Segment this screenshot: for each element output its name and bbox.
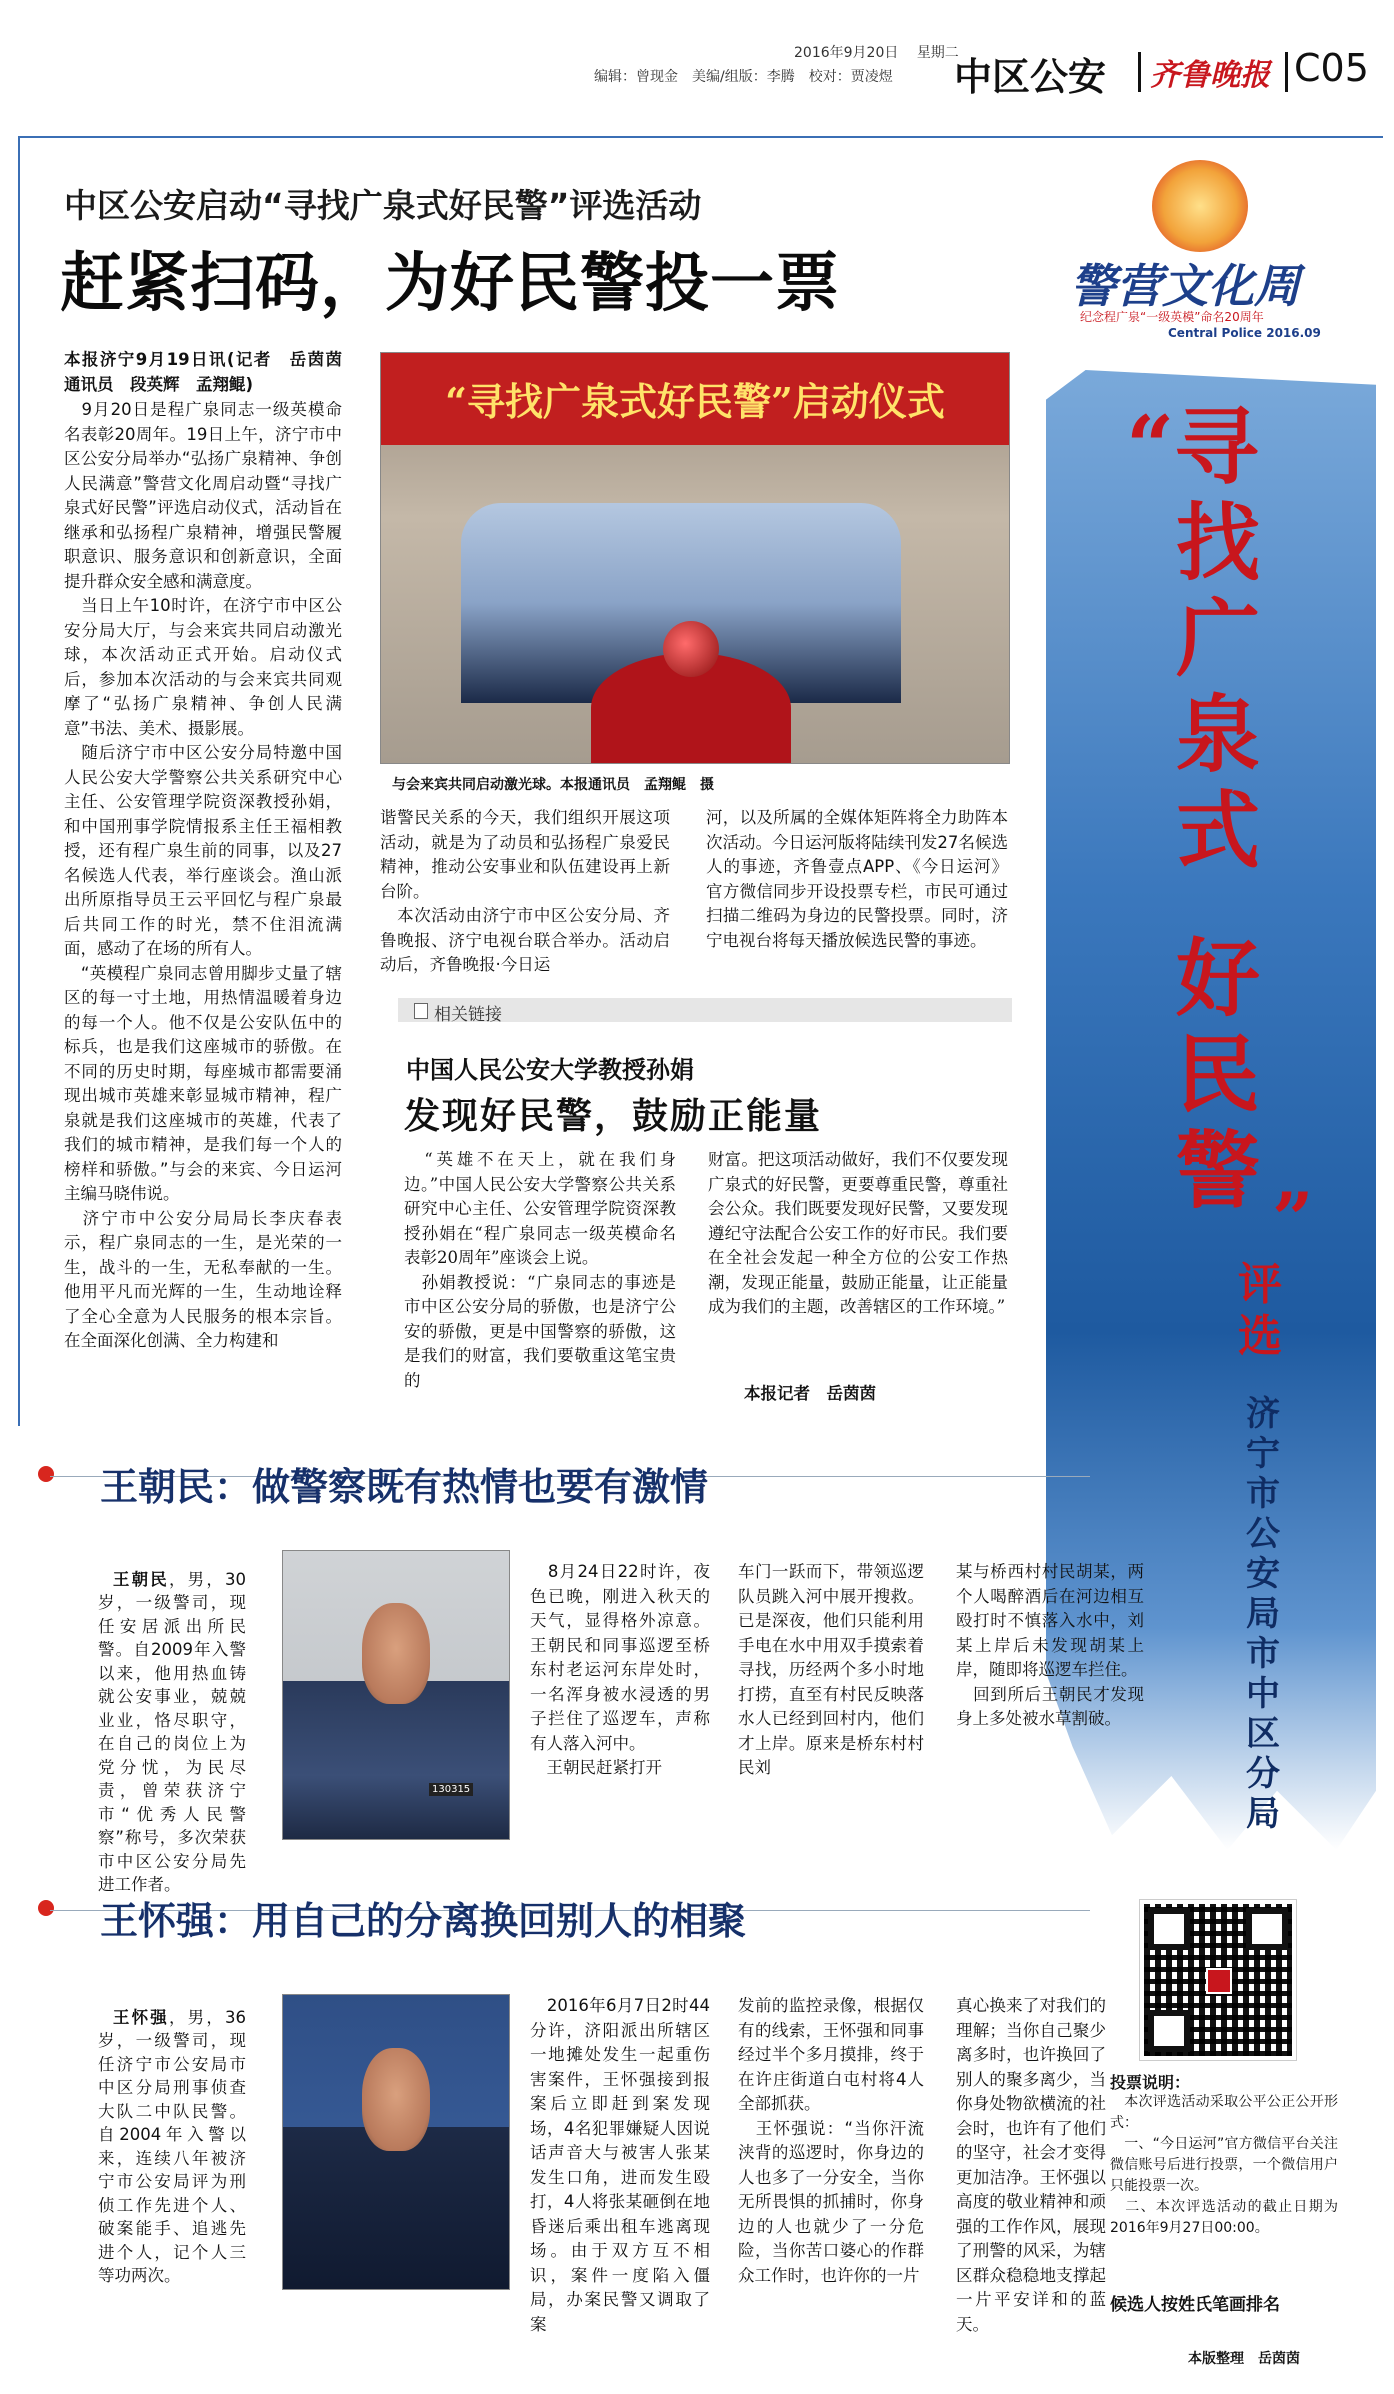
- profile-1-column-2: 车门一跃而下，带领巡逻队员跳入河中展开搜救。已是深夜，他们只能利用手电在水中用双手摸索着寻找，历经两个多小时地打捞，直至有村民反映落水人已经到回村内，他们才上岸。原来是桥东村村民刘: [738, 1562, 924, 1777]
- divider-bar-2: [1285, 52, 1288, 92]
- lead-kicker: 中区公安启动“寻找广泉式好民警”评选活动: [64, 186, 702, 225]
- lead-photo: [380, 352, 1010, 764]
- page-number: C05: [1294, 46, 1369, 90]
- rank-note: 候选人按姓氏笔画排名: [1110, 2295, 1280, 2315]
- campaign-title-char-1: 找: [1176, 493, 1261, 592]
- vote-char-0: 评: [1238, 1259, 1282, 1310]
- lead-column-1: 9月20日是程广泉同志一级英模命名表彰20周年。19日上午，济宁市中区公安分局举办“弘扬广泉精神、争创人民满意”警营文化周启动暨“寻找广泉式好民警”评选启动仪式，活动旨在继承和弘扬程广泉精神，增强民警履职意识、服务意识和创新意识，全面提升群众安全感和满意度。 当日上午10时许，在济宁市中区公安分局大厅，与会来宾共同启动激光球，本次活动正式开始。启动仪式后，参加本次活动的与会来宾共同观摩了“弘扬广泉精神、争创人民满意”书法、美术、摄影展。 随后济宁市中区公安分局特邀中国人民公安大学警察公共关系研究中心主任、公安管理学院资深教授孙娟，和中国刑事学院情报系主任王福相教授，还有程广泉生前的同事，以及27名候选人代表，举行座谈会。渔山派出所原指导员王云平回忆与程广泉最后共同工作的时光，禁不住泪流满面，感动了在场的所有人。 “英模程广泉同志曾用脚步丈量了辖区的每一寸土地，用热情温暖着身边的每一个人。他不仅是公安队伍中的标兵，也是我们这座城市的骄傲。在不同的历史时期，每座城市都需要涌现出城市英雄来彰显城市精神，程广泉就是我们这座城市的英雄，代表了我们的城市精神，是我们每一个人的榜样和骄傲。”与会的来宾、今日运河主编马晓伟说。 济宁市中公安分局局长李庆春表示，程广泉同志的一生，是光荣的一生，战斗的一生，无私奉献的一生。他用平凡而光辉的一生，生动地诠释了全心全意为人民服务的根本宗旨。在全面深化创满、全力构建和: [64, 400, 342, 1350]
- related-column-2: 财富。把这项活动做好，我们不仅要发现广泉式的好民警，更要尊重民警，尊重社会公众。我们既要发现好民警，又要发现遵纪守法配合公安工作的好市民。我们要在全社会发起一种全方位的公安工作热潮，发现正能量，鼓励正能量，让正能量成为我们的主题，改善辖区的工作环境。”: [708, 1150, 1008, 1316]
- campaign-title-char-0: “寻: [1126, 397, 1259, 496]
- org-char-10: 局: [1246, 1794, 1280, 1834]
- org-char-5: 局: [1246, 1594, 1280, 1634]
- section-dot: [38, 1466, 54, 1482]
- date-text: 2016年9月20日: [794, 45, 899, 61]
- header-rule: [18, 136, 1383, 138]
- weekday-text: 星期二: [916, 45, 959, 61]
- divider-bar: [1138, 52, 1141, 92]
- related-headline: 发现好民警，鼓励正能量: [404, 1096, 823, 1137]
- campaign-title-char-6: 民: [1176, 1025, 1261, 1124]
- profile-2-name: 王怀强: [112, 2007, 169, 2027]
- campaign-title-char-8: ”: [1272, 1176, 1314, 1261]
- profile-1-column-1: 8月24日22时许，夜色已晚，刚进入秋天的天气，显得格外凉意。王朝民和同事巡逻至桥东村老运河东岸处时，一名浑身被水浸透的男子拦住了巡逻车，声称有人落入河中。 王朝民赶紧打开: [530, 1562, 710, 1777]
- section-dot: [38, 1900, 54, 1916]
- related-label: 相关链接: [434, 1005, 502, 1025]
- staff-credits: 编辑：曾现金 美编/组版：李腾 校对：贾凌煜: [594, 69, 893, 85]
- org-char-1: 宁: [1246, 1434, 1280, 1474]
- profile-2-bio-text: ，男，36岁，一级警司，现任济宁市公安局市中区分局刑事侦查大队二中队民警。自2004年入警以来，连续八年被济宁市公安局评为刑侦工作先进个人、破案能手、追逃先进个人，记个人三等功两次。: [98, 2007, 246, 2285]
- uniform: [283, 2127, 509, 2289]
- lead-column-3: 河，以及所属的全媒体矩阵将全力助阵本次活动。今日运河版将陆续刊发27名候选人的事迹，齐鲁壹点APP、《今日运河》官方微信同步开设投票专栏，市民可通过扫描二维码为身边的民警投票。同时，济宁电视台将每天播放候选民警的事迹。: [706, 808, 1008, 950]
- profile-2-title: 王怀强：用自己的分离换回别人的相聚: [100, 1899, 747, 1943]
- page-editor: 本版整理 岳茵茵: [1188, 2351, 1300, 2367]
- profile-2-photo: [282, 1994, 510, 2290]
- profile-1-title: 王朝民：做警察既有热情也要有激情: [100, 1465, 709, 1509]
- org-char-3: 公: [1246, 1514, 1280, 1554]
- profile-1-name: 王朝民: [112, 1569, 169, 1589]
- campaign-title-char-3: 泉: [1176, 685, 1261, 784]
- profile-1-photo: [282, 1550, 510, 1840]
- photo-caption: 与会来宾共同启动激光球。本报通讯员 孟翔鲲 摄: [392, 777, 714, 793]
- profile-2-bio: [98, 1982, 246, 2288]
- paper-logo: 齐鲁晚报: [1150, 58, 1270, 93]
- related-kicker: 中国人民公安大学教授孙娟: [406, 1056, 694, 1084]
- document-icon: [414, 1003, 428, 1019]
- vote-char-1: 选: [1238, 1311, 1282, 1362]
- org-char-2: 市: [1246, 1474, 1280, 1514]
- lead-headline: 赶紧扫码，为好民警投一票: [60, 247, 840, 321]
- org-char-4: 安: [1246, 1554, 1280, 1594]
- qr-corner: [1246, 1908, 1288, 1950]
- issue-date: [794, 42, 959, 62]
- org-char-9: 分: [1246, 1754, 1280, 1794]
- section-name: 中区公安: [954, 55, 1107, 99]
- lead-byline: 本报济宁9月19日讯(记者 岳茵茵 通讯员 段英辉 孟翔鲲): [64, 350, 359, 394]
- lead-column-2: 谐警民关系的今天，我们组织开展这项活动，就是为了动员和弘扬程广泉爱民精神，推动公安事业和队伍建设再上新台阶。 本次活动由济宁市中区公安分局、齐鲁晚报、济宁电视台联合举办。活动启动后，齐鲁晚报·今日运: [380, 808, 670, 974]
- org-char-6: 市: [1246, 1634, 1280, 1674]
- culture-week-emblem: [1152, 160, 1248, 252]
- profile-1-column-3: 某与桥西村村民胡某，两个人喝醉酒后在河边相互殴打时不慎落入水中，刘某上岸后未发现胡某上岸，随即将巡逻车拦住。 回到所后王朝民才发现身上多处被水草割破。: [956, 1562, 1144, 1728]
- org-char-8: 区: [1246, 1714, 1280, 1754]
- face: [362, 1603, 430, 1704]
- event-title: 警营文化周: [1070, 259, 1300, 313]
- campaign-title-char-5: 好: [1176, 929, 1261, 1028]
- campaign-title-char-4: 式: [1176, 781, 1261, 880]
- badge: 130315: [429, 1783, 473, 1796]
- campaign-title-char-7: 警: [1176, 1121, 1261, 1220]
- related-column-1: “英雄不在天上，就在我们身边。”中国人民公安大学警察公共关系研究中心主任、公安管理学院资深教授孙娟在“程广泉同志一级英模命名表彰20周年”座谈会上说。 孙娟教授说：“广泉同志的事迹是市中区公安分局的骄傲，也是济宁公安的骄傲，更是中国警察的骄傲，这是我们的财富，我们要敬重这笔宝贵的: [404, 1150, 676, 1390]
- photo-banner-text: “寻找广泉式好民警”启动仪式: [445, 379, 945, 424]
- related-byline: 本报记者 岳茵茵: [744, 1384, 876, 1403]
- event-english: Central Police 2016.09: [1168, 326, 1321, 340]
- qr-corner: [1148, 1908, 1190, 1950]
- vote-instructions-title: 投票说明：: [1110, 2073, 1191, 2092]
- profile-1-bio-text: ，男，30岁，一级警司，现任安居派出所民警。自2009年入警以来，他用热血铸就公安事业，兢兢业业，恪尽职守，在自己的岗位上为党分忧，为民尽责，曾荣获济宁市“优秀人民警察”称号，多次荣获市中区公安分局先进工作者。: [98, 1569, 246, 1894]
- laser-ball: [663, 621, 719, 677]
- campaign-title-char-2: 广: [1176, 589, 1261, 688]
- qr-code[interactable]: [1140, 1900, 1296, 2060]
- face: [362, 2048, 430, 2151]
- org-char-0: 济: [1246, 1394, 1280, 1434]
- org-char-7: 中: [1246, 1674, 1280, 1714]
- qr-corner: [1148, 2010, 1190, 2052]
- profile-2-column-2: 发前的监控录像，根据仅有的线索，王怀强和同事经过半个多月摸排，终于在许庄街道白屯村将4人全部抓获。 王怀强说：“当你汗流浃背的巡逻时，你身边的人也多了一分安全，当你无所畏惧的抓捕时，你身边的人也就少了一分危险，当你苦口婆心的作群众工作时，也许你的一片: [738, 1996, 924, 2285]
- uniform: [283, 1681, 509, 1839]
- related-box: [398, 998, 1012, 1025]
- vote-instructions: 本次评选活动采取公平公正公开形式： 一、“今日运河”官方微信平台关注微信账号后进行投票，一个微信用户只能投票一次。 二、本次评选活动的截止日期为2016年9月27日00:00。: [1110, 2094, 1338, 2236]
- event-subtitle: 纪念程广泉“一级英模”命名20周年: [1080, 310, 1264, 324]
- left-margin-rule: [18, 136, 20, 1426]
- profile-1-bio: [98, 1544, 246, 1897]
- profile-2-column-1: 2016年6月7日2时44分许，济阳派出所辖区一地摊处发生一起重伤害案件，王怀强接到报案后立即赶到案发现场，4名犯罪嫌疑人因说话声音大与被害人张某发生口角，进而发生殴打，4人将张某砸倒在地昏迷后乘出租车逃离现场。由于双方互不相识，案件一度陷入僵局，办案民警又调取了案: [530, 1996, 710, 2334]
- qr-center-logo: [1206, 1968, 1232, 1994]
- profile-2-column-3: 真心换来了对我们的理解；当你自己聚少离多时，也许换回了别人的聚多离少，当你身处物欲横流的社会时，也许有了他们的坚守，社会才变得更加洁净。王怀强以高度的敬业精神和顽强的工作作风，展现了刑警的风采，为辖区群众稳稳地支撑起一片平安详和的蓝天。: [956, 1996, 1106, 2334]
